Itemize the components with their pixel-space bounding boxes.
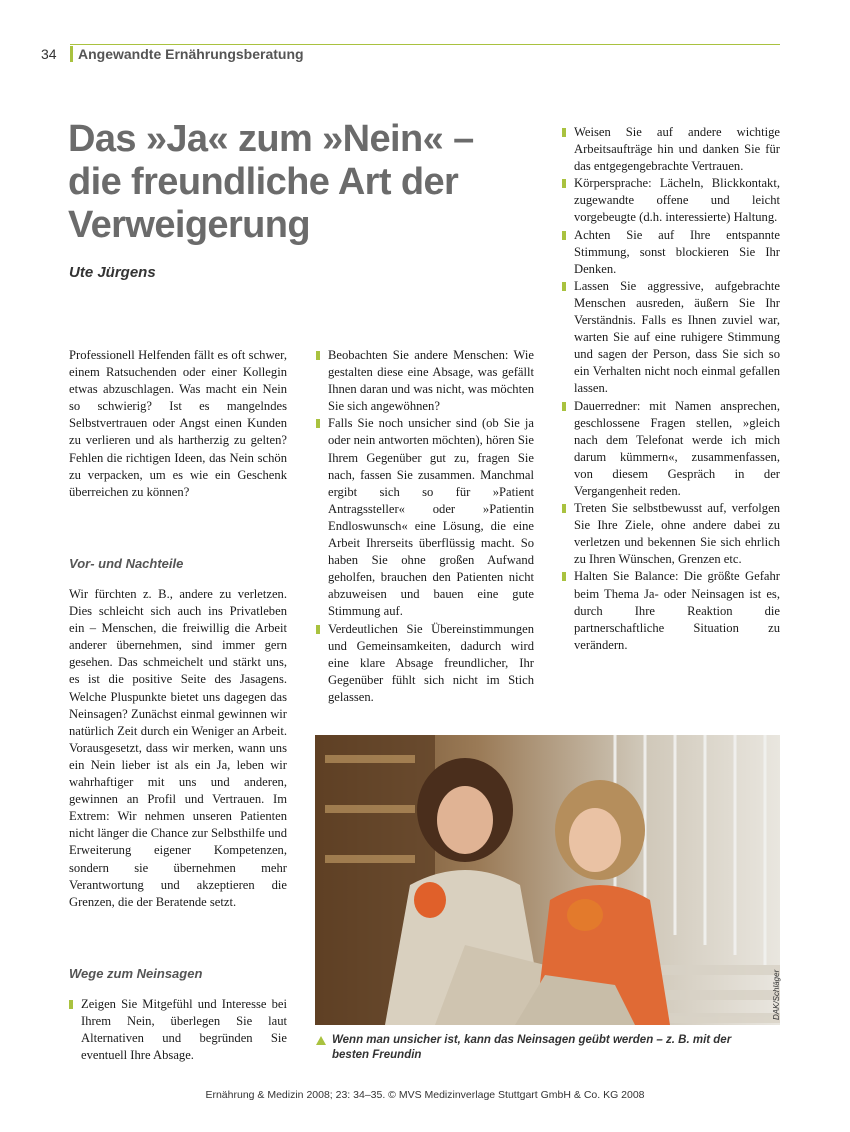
list-item: Halten Sie Balance: Die größte Gefahr beim Thema Ja- oder Neinsagen ist es, durch Ihre Reaktion die partnerschaftliche Situation zu verändern. (562, 568, 780, 653)
list-item: Dauerredner: mit Namen ansprechen, geschlossene Fragen stellen, »gleich nach dem Telefonat werde ich mich darum kümmern«, zusammenfassen, von diesem Gespräch in der Vergangenheit reden. (562, 398, 780, 501)
bullet-list-col1 (69, 996, 287, 1064)
subheading-wege-neinsagen: Wege zum Neinsagen (69, 966, 203, 981)
page-number: 34 (41, 46, 57, 62)
list-item: Lassen Sie aggressive, aufgebrachte Menschen ausreden, äußern Sie Ihr Verständnis. Falls es Ihnen zuviel war, warten Sie auf eine ruhigere Stimmung und sagen der Person, dass Sie sich so ein Verhalten nicht noch einmal gefallen lassen. (562, 278, 780, 398)
list-item: Beobachten Sie andere Menschen: Wie gestalten diese eine Absage, was gefällt Ihnen daran und was nicht, was möchten Sie sich angewöhnen? (316, 347, 534, 415)
list-item: Treten Sie selbstbewusst auf, verfolgen Sie Ihre Ziele, ohne andere dabei zu verletzen und bekennen Sie sich ehrlich zu Ihren Wünschen, Grenzen etc. (562, 500, 780, 568)
list-item: Verdeutlichen Sie Übereinstimmungen und Gemeinsamkeiten, dadurch wird eine klare Absage freundlicher, Ihr Gegenüber fühlt sich nicht im Stich gelassen. (316, 621, 534, 706)
caption-triangle-icon (316, 1036, 326, 1045)
photo-illustration (315, 735, 780, 1025)
bullet-list-col3 (562, 124, 780, 654)
article-title (68, 118, 538, 247)
header-rule (70, 44, 780, 45)
photo-two-women-on-stairs (315, 735, 780, 1025)
page-footer: Ernährung & Medizin 2008; 23: 34–35. © MVS Medizinverlage Stuttgart GmbH & Co. KG 2008 (205, 1089, 645, 1101)
bullet-list-col2 (316, 347, 534, 706)
subheading-vor-nachteile: Vor- und Nachteile (69, 556, 184, 571)
body-paragraph-vor-nachteile: Wir fürchten z. B., andere zu verletzen. Dies schleicht sich auch ins Privatleben ein – Menschen, die freiwillig die Arbeit anderer übernehmen, sind immer gern gesehen. Das schmeichelt und stärkt uns, es ist die positive Seite des Jasagens. Welche Pluspunkte bietet uns dagegen das Neinsagen? Zunächst einmal gewinnen wir natürlich Zeit durch ein Weniger an Arbeit. Vorausgesetzt, dass wir merken, wann uns ein Nein lieber ist als ein Ja, leben wir wahrhaftiger mit uns und anderen, gewinnen an Profil und Vertrauen. Im Extrem: Wir nehmen unseren Patienten nicht länger die Chance zur Selbsthilfe und Erweiterung eigener Kompetenzen, sondern sie übernehmen mehr Verantwortung und akzeptieren die Grenzen, die der Beratende setzt. (69, 587, 287, 909)
intro-paragraph: Professionell Helfenden fällt es oft schwer, einem Ratsuchenden oder einer Kollegin etwas abzuschlagen. Was macht ein Nein so schwierig? Ist es mangelndes Selbstvertrauen oder Angst einen Kunden zu verlieren und als hartherzig zu gelten? Fehlen die richtigen Ideen, das Nein schön zu verpacken, um es wie ein Geschenk überreichen zu können? (69, 348, 287, 499)
list-item: Zeigen Sie Mitgefühl und Interesse bei Ihrem Nein, überlegen Sie laut Alternativen und begründen Sie eventuell Ihre Absage. (69, 996, 287, 1064)
photo-credit: DAK/Schläger (772, 969, 781, 1020)
list-item: Weisen Sie auf andere wichtige Arbeitsaufträge hin und danken Sie für das entgegengebrachte Vertrauen. (562, 124, 780, 175)
author-name: Ute Jürgens (69, 264, 156, 281)
list-item: Körpersprache: Lächeln, Blickkontakt, zugewandte offene und leicht vorgebeugte (d.h. interessierte) Haltung. (562, 175, 780, 226)
header-accent-bar (70, 46, 73, 62)
title-line-2: die freundliche Art der (68, 161, 459, 203)
photo-caption: Wenn man unsicher ist, kann das Neinsagen geübt werden – z. B. mit der besten Freundin (332, 1034, 732, 1061)
title-line-1: Das »Ja« zum »Nein« – (68, 118, 474, 160)
list-item: Falls Sie noch unsicher sind (ob Sie ja oder nein antworten möchten), hören Sie Ihrem Gegenüber gut zu, fragen Sie nach, fassen Sie zusammen. Manchmal ergibt sich so für »Patient Antragssteller« oder »Patientin Endloswunsch« eine Lösung, die eine Arbeit Ihrerseits überflüssig macht. So haben Sie ohne großen Aufwand geholfen, brauchen den Patienten nicht abzuweisen und bauen eine gute Stimmung auf. (316, 415, 534, 620)
title-line-3: Verweigerung (68, 204, 310, 246)
list-item: Achten Sie auf Ihre entspannte Stimmung, sonst blockieren Sie Ihr Denken. (562, 227, 780, 278)
section-name: Angewandte Ernährungsberatung (78, 46, 304, 62)
